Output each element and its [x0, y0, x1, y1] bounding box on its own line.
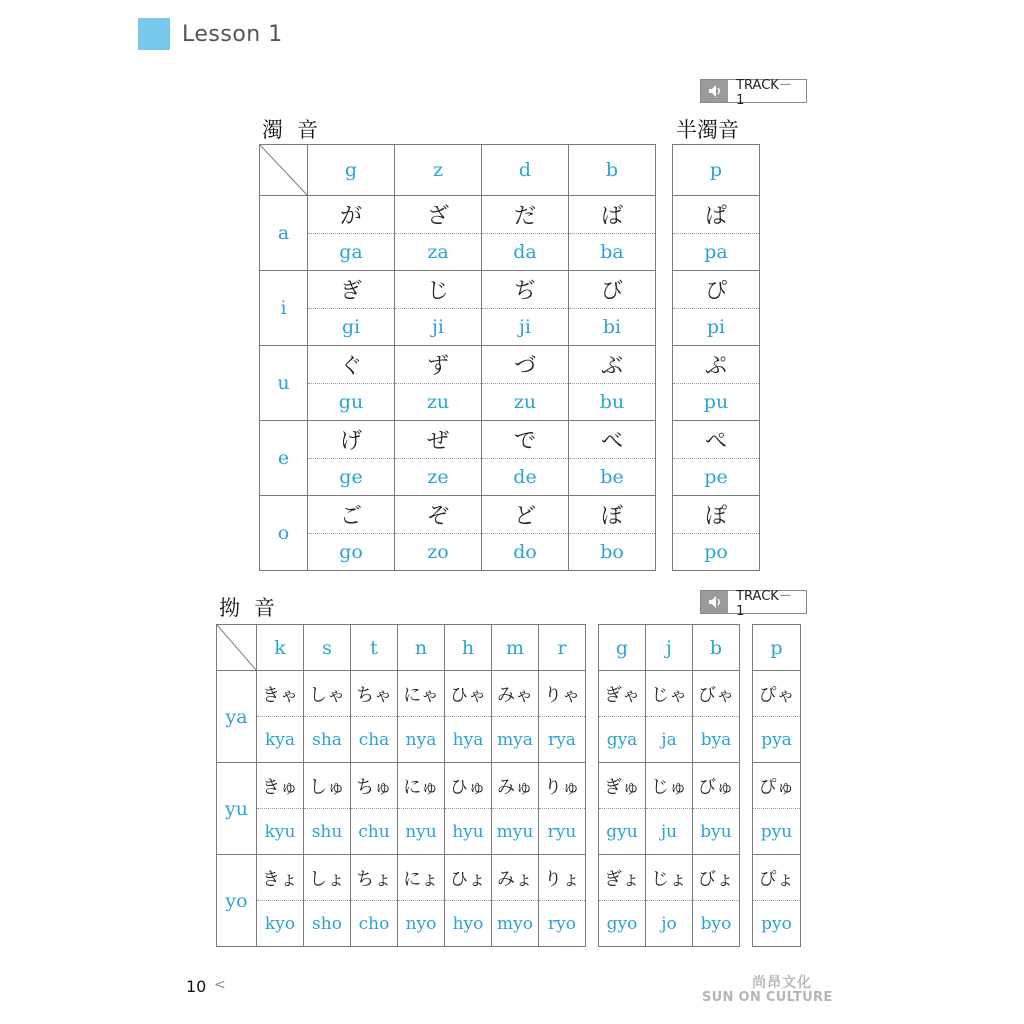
romaji-cell: hyo [445, 901, 492, 947]
kana-cell: ぎゅ [599, 763, 646, 809]
romaji-cell: pa [673, 234, 760, 271]
romaji-cell: ryo [539, 901, 586, 947]
kana-cell: ぴょ [753, 855, 801, 901]
romaji-cell: da [482, 234, 569, 271]
vowel-header: a [260, 196, 308, 271]
romaji-cell: kya [257, 717, 304, 763]
romaji-cell: bya [693, 717, 740, 763]
romaji-cell: ja [646, 717, 693, 763]
romaji-cell: hya [445, 717, 492, 763]
romaji-cell: be [569, 459, 656, 496]
kana-cell: げ [308, 421, 395, 459]
track-button-youon[interactable] [700, 589, 807, 619]
romaji-cell: sha [304, 717, 351, 763]
kana-cell: じょ [646, 855, 693, 901]
romaji-cell: nyo [398, 901, 445, 947]
vowel-header: u [260, 346, 308, 421]
kana-cell: きゃ [257, 671, 304, 717]
kana-cell: ぎ [308, 271, 395, 309]
romaji-cell: gu [308, 384, 395, 421]
consonant-header: p [673, 145, 760, 196]
consonant-header: m [492, 625, 539, 671]
romaji-cell: mya [492, 717, 539, 763]
kana-cell: きょ [257, 855, 304, 901]
consonant-header: g [599, 625, 646, 671]
romaji-cell: ba [569, 234, 656, 271]
kana-cell: にゅ [398, 763, 445, 809]
romaji-cell: zo [395, 534, 482, 571]
romaji-cell: ge [308, 459, 395, 496]
track-label: TRACK－1 [736, 589, 792, 619]
romaji-cell: pi [673, 309, 760, 346]
kana-cell: ぢ [482, 271, 569, 309]
dakuon-table [259, 144, 656, 571]
kana-cell: しゅ [304, 763, 351, 809]
youon-voiced-table [598, 624, 740, 947]
kana-cell: りゅ [539, 763, 586, 809]
romaji-cell: po [673, 534, 760, 571]
kana-cell: びゃ [693, 671, 740, 717]
romaji-cell: shu [304, 809, 351, 855]
kana-cell: にゃ [398, 671, 445, 717]
kana-cell: ご [308, 496, 395, 534]
romaji-cell: kyo [257, 901, 304, 947]
romaji-cell: sho [304, 901, 351, 947]
romaji-cell: pyu [753, 809, 801, 855]
track-button-dakuon[interactable] [700, 78, 807, 108]
romaji-cell: za [395, 234, 482, 271]
kana-cell: ひょ [445, 855, 492, 901]
table-corner [217, 625, 257, 671]
kana-cell: じゃ [646, 671, 693, 717]
romaji-cell: bo [569, 534, 656, 571]
romaji-cell: cho [351, 901, 398, 947]
lesson-marker [138, 18, 170, 50]
consonant-header: d [482, 145, 569, 196]
consonant-header: s [304, 625, 351, 671]
romaji-cell: pya [753, 717, 801, 763]
kana-cell: ちょ [351, 855, 398, 901]
consonant-header: b [693, 625, 740, 671]
romaji-cell: ji [482, 309, 569, 346]
romaji-cell: kyu [257, 809, 304, 855]
romaji-cell: ze [395, 459, 482, 496]
romaji-cell: nyu [398, 809, 445, 855]
vowel-header: yu [217, 763, 257, 855]
romaji-cell: ji [395, 309, 482, 346]
kana-cell: しょ [304, 855, 351, 901]
speaker-icon [701, 80, 728, 102]
kana-cell: ぴ [673, 271, 760, 309]
romaji-cell: bu [569, 384, 656, 421]
romaji-cell: chu [351, 809, 398, 855]
romaji-cell: hyu [445, 809, 492, 855]
romaji-cell: nya [398, 717, 445, 763]
romaji-cell: ryu [539, 809, 586, 855]
kana-cell: ちゅ [351, 763, 398, 809]
kana-cell: ざ [395, 196, 482, 234]
kana-cell: び [569, 271, 656, 309]
kana-cell: ば [569, 196, 656, 234]
kana-cell: ひゅ [445, 763, 492, 809]
kana-cell: ぶ [569, 346, 656, 384]
publisher-logo-en: SUN ON CULTURE [702, 990, 833, 1005]
kana-cell: ぎゃ [599, 671, 646, 717]
kana-cell: みゃ [492, 671, 539, 717]
vowel-header: ya [217, 671, 257, 763]
publisher-logo-cn: 尚昂文化 [752, 975, 812, 991]
dakuon-title: 濁音 [262, 118, 332, 142]
romaji-cell: myu [492, 809, 539, 855]
vowel-header: i [260, 271, 308, 346]
track-label: TRACK－1 [736, 78, 792, 108]
kana-cell: ず [395, 346, 482, 384]
kana-cell: ぼ [569, 496, 656, 534]
kana-cell: しゃ [304, 671, 351, 717]
kana-cell: ぽ [673, 496, 760, 534]
kana-cell: ひゃ [445, 671, 492, 717]
kana-cell: ど [482, 496, 569, 534]
romaji-cell: zu [395, 384, 482, 421]
romaji-cell: pyo [753, 901, 801, 947]
kana-cell: みょ [492, 855, 539, 901]
romaji-cell: go [308, 534, 395, 571]
kana-cell: ちゃ [351, 671, 398, 717]
kana-cell: じゅ [646, 763, 693, 809]
consonant-header: p [753, 625, 801, 671]
kana-cell: ぷ [673, 346, 760, 384]
romaji-cell: cha [351, 717, 398, 763]
romaji-cell: jo [646, 901, 693, 947]
kana-cell: が [308, 196, 395, 234]
youon-table [216, 624, 586, 947]
romaji-cell: ju [646, 809, 693, 855]
romaji-cell: rya [539, 717, 586, 763]
romaji-cell: gi [308, 309, 395, 346]
kana-cell: ぴゃ [753, 671, 801, 717]
kana-cell: だ [482, 196, 569, 234]
romaji-cell: myo [492, 901, 539, 947]
romaji-cell: pu [673, 384, 760, 421]
consonant-header: t [351, 625, 398, 671]
kana-cell: ぺ [673, 421, 760, 459]
table-corner [260, 145, 308, 196]
kana-cell: きゅ [257, 763, 304, 809]
kana-cell: びょ [693, 855, 740, 901]
consonant-header: r [539, 625, 586, 671]
kana-cell: ぎょ [599, 855, 646, 901]
romaji-cell: zu [482, 384, 569, 421]
kana-cell: びゅ [693, 763, 740, 809]
handakuon-title: 半濁音 [676, 118, 739, 142]
romaji-cell: byu [693, 809, 740, 855]
kana-cell: ぴゅ [753, 763, 801, 809]
youon-p-table [752, 624, 801, 947]
kana-cell: ぜ [395, 421, 482, 459]
romaji-cell: do [482, 534, 569, 571]
consonant-header: g [308, 145, 395, 196]
consonant-header: j [646, 625, 693, 671]
kana-cell: ぞ [395, 496, 482, 534]
youon-title: 拗音 [219, 596, 289, 620]
kana-cell: りゃ [539, 671, 586, 717]
consonant-header: b [569, 145, 656, 196]
romaji-cell: gya [599, 717, 646, 763]
kana-cell: ぐ [308, 346, 395, 384]
kana-cell: みゅ [492, 763, 539, 809]
chevron-left-icon: < [214, 977, 226, 993]
kana-cell: で [482, 421, 569, 459]
consonant-header: n [398, 625, 445, 671]
consonant-header: z [395, 145, 482, 196]
lesson-title: Lesson 1 [182, 22, 283, 47]
kana-cell: にょ [398, 855, 445, 901]
kana-cell: づ [482, 346, 569, 384]
vowel-header: e [260, 421, 308, 496]
romaji-cell: bi [569, 309, 656, 346]
page-number: 10 [186, 977, 207, 996]
romaji-cell: gyo [599, 901, 646, 947]
vowel-header: o [260, 496, 308, 571]
kana-cell: ぱ [673, 196, 760, 234]
speaker-icon [701, 591, 728, 613]
romaji-cell: de [482, 459, 569, 496]
consonant-header: h [445, 625, 492, 671]
romaji-cell: pe [673, 459, 760, 496]
kana-cell: べ [569, 421, 656, 459]
handakuon-table [672, 144, 760, 571]
vowel-header: yo [217, 855, 257, 947]
kana-cell: じ [395, 271, 482, 309]
romaji-cell: gyu [599, 809, 646, 855]
romaji-cell: byo [693, 901, 740, 947]
kana-cell: りょ [539, 855, 586, 901]
romaji-cell: ga [308, 234, 395, 271]
consonant-header: k [257, 625, 304, 671]
